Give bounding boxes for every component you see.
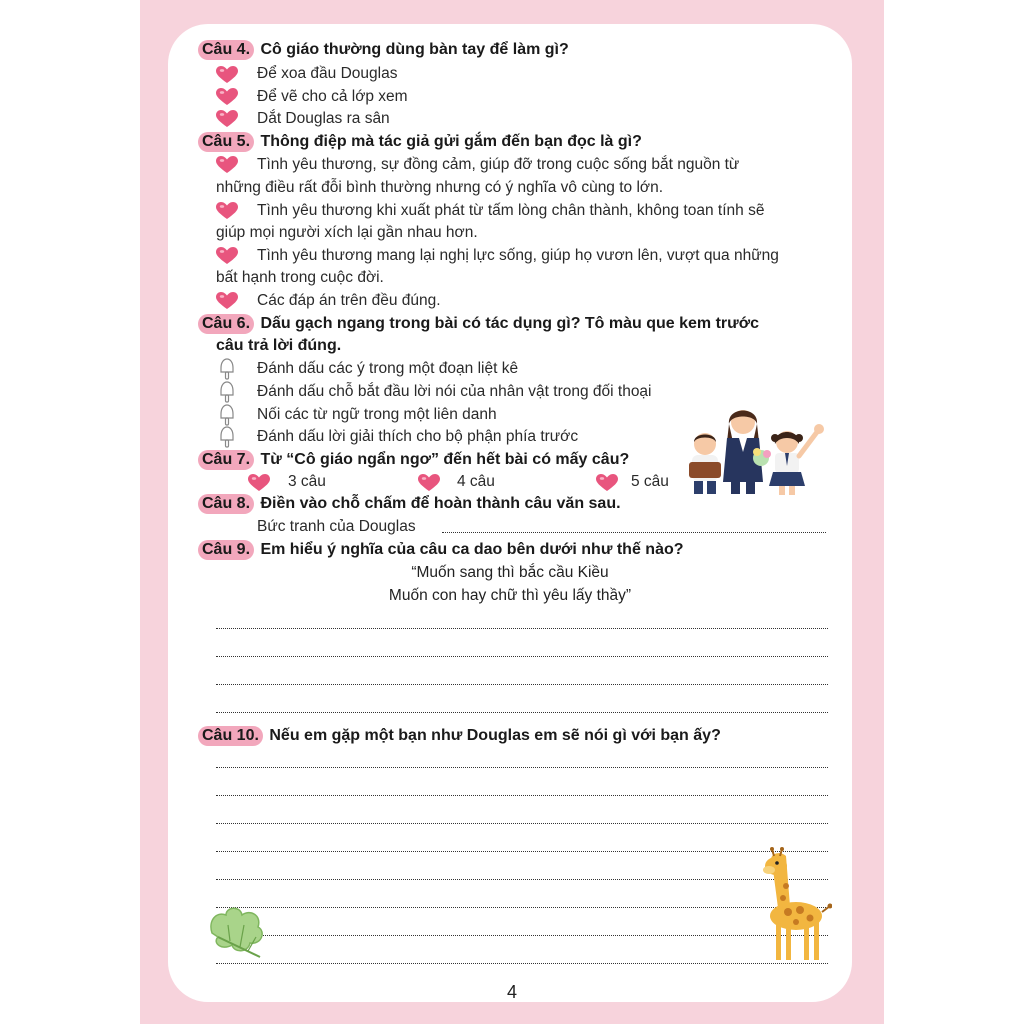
q9-verse-line-2: Muốn con hay chữ thì yêu lấy thầy”	[388, 587, 632, 604]
q5-option-3-line-2: bất hạnh trong cuộc đời.	[216, 269, 384, 286]
heart-icon[interactable]	[596, 474, 618, 492]
q5-option-1-line-1: Tình yêu thương, sự đồng cảm, giúp đỡ trong cuộc sống bắt nguồn từ	[257, 156, 740, 173]
leaf-illustration	[204, 903, 268, 961]
question-4-title: Câu 4. Cô giáo thường dùng bàn tay để làm gì?	[198, 40, 569, 60]
heart-icon	[216, 156, 238, 174]
q7-option-1: 3 câu	[288, 473, 326, 490]
q6-option-4: Đánh dấu lời giải thích cho bộ phận phía trước	[257, 428, 579, 445]
question-6-title: Câu 6. Dấu gạch ngang trong bài có tác dụng gì? Tô màu que kem trước	[198, 314, 759, 334]
q5-option-2-line-2: giúp mọi người xích lại gần nhau hơn.	[216, 224, 478, 241]
question-10-title: Câu 10. Nếu em gặp một bạn như Douglas em sẽ nói gì với bạn ấy?	[198, 726, 721, 746]
question-7-title: Câu 7. Từ “Cô giáo ngẩn ngơ” đến hết bài có mấy câu?	[198, 450, 629, 470]
heart-icon	[216, 292, 238, 310]
q5-option-4: Các đáp án trên đều đúng.	[257, 292, 441, 309]
q10-answer-line[interactable]	[216, 823, 828, 824]
heart-icon	[216, 66, 238, 84]
q7-option-3: 5 câu	[631, 473, 669, 490]
heart-icon[interactable]	[418, 474, 440, 492]
q10-answer-line[interactable]	[216, 907, 828, 908]
q5-option-1-line-2: những điều rất đỗi bình thường nhưng có ý nghĩa vô cùng to lớn.	[216, 179, 664, 196]
q9-answer-line[interactable]	[216, 712, 828, 713]
q10-answer-line[interactable]	[216, 935, 828, 936]
heart-icon	[216, 110, 238, 128]
q5-option-2-line-1: Tình yêu thương khi xuất phát từ tấm lòng chân thành, không toan tính sẽ	[257, 202, 765, 219]
question-6-title-line-2: câu trả lời đúng.	[216, 337, 342, 354]
q10-answer-line[interactable]	[216, 795, 828, 796]
popsicle-icon[interactable]	[218, 426, 236, 448]
q9-answer-line[interactable]	[216, 628, 828, 629]
heart-icon[interactable]	[248, 474, 270, 492]
q4-option-3: Dắt Douglas ra sân	[257, 110, 390, 127]
q6-option-3: Nối các từ ngữ trong một liên danh	[257, 406, 497, 423]
question-8-title: Câu 8. Điền vào chỗ chấm để hoàn thành câu văn sau.	[198, 494, 621, 514]
popsicle-icon[interactable]	[218, 404, 236, 426]
q4-option-1: Để xoa đầu Douglas	[257, 65, 398, 82]
q10-answer-line[interactable]	[216, 879, 828, 880]
q9-answer-line[interactable]	[216, 684, 828, 685]
popsicle-icon[interactable]	[218, 381, 236, 403]
heart-icon	[216, 247, 238, 265]
q5-option-3-line-1: Tình yêu thương mang lại nghị lực sống, giúp họ vươn lên, vượt qua những	[257, 247, 779, 264]
question-5-title: Câu 5. Thông điệp mà tác giả gửi gắm đến bạn đọc là gì?	[198, 132, 642, 152]
q10-answer-line[interactable]	[216, 963, 828, 964]
q8-answer-line[interactable]	[442, 532, 826, 533]
page-number: 4	[506, 982, 517, 1002]
popsicle-icon[interactable]	[218, 358, 236, 380]
giraffe-illustration	[752, 846, 832, 964]
question-9-title: Câu 9. Em hiểu ý nghĩa của câu ca dao bên dưới như thế nào?	[198, 540, 684, 560]
teacher-students-illustration	[683, 402, 829, 496]
q9-answer-line[interactable]	[216, 656, 828, 657]
q10-answer-line[interactable]	[216, 851, 828, 852]
heart-icon	[216, 88, 238, 106]
q6-option-1: Đánh dấu các ý trong một đoạn liệt kê	[257, 360, 519, 377]
q7-option-2: 4 câu	[457, 473, 495, 490]
q8-prompt: Bức tranh của Douglas	[257, 518, 416, 535]
q6-option-2: Đánh dấu chỗ bắt đầu lời nói của nhân vật trong đối thoại	[257, 383, 652, 400]
q9-verse-line-1: “Muốn sang thì bắc cầu Kiều	[411, 564, 609, 581]
heart-icon	[216, 202, 238, 220]
q10-answer-line[interactable]	[216, 767, 828, 768]
q4-option-2: Để vẽ cho cả lớp xem	[257, 88, 408, 105]
